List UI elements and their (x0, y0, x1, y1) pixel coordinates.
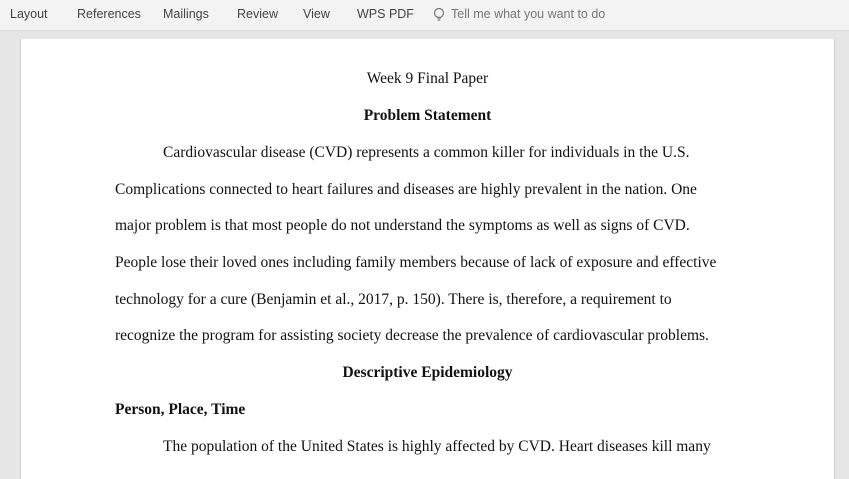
tab-layout[interactable]: Layout (10, 7, 48, 21)
document-title: Week 9 Final Paper (366, 70, 489, 87)
ribbon-tab-bar (0, 0, 849, 31)
tab-review[interactable]: Review (237, 7, 278, 21)
paragraph-line: The population of the United States is highly affected by CVD. Heart diseases kill many (163, 438, 711, 455)
tab-wps-pdf[interactable]: WPS PDF (357, 7, 414, 21)
tab-view[interactable]: View (303, 7, 330, 21)
paragraph-line: recognize the program for assisting society decrease the prevalence of cardiovascular problems. (115, 327, 709, 344)
subheading-person-place-time: Person, Place, Time (115, 401, 246, 418)
paragraph-line: major problem is that most people do not understand the symptoms as well as signs of CVD. (115, 217, 690, 234)
tell-me-placeholder: Tell me what you want to do (451, 7, 606, 21)
lightbulb-icon (432, 7, 446, 23)
paragraph-line: People lose their loved ones including family members because of lack of exposure and effective (115, 254, 717, 271)
heading-problem-statement: Problem Statement (363, 107, 492, 124)
tab-mailings[interactable]: Mailings (163, 7, 209, 21)
heading-descriptive-epidemiology: Descriptive Epidemiology (342, 364, 513, 381)
document-canvas (0, 31, 849, 466)
document-page[interactable] (20, 39, 835, 479)
paragraph-line: Cardiovascular disease (CVD) represents a common killer for individuals in the U.S. (163, 144, 690, 161)
paragraph-line: Complications connected to heart failures and diseases are highly prevalent in the nation. One (115, 181, 697, 198)
tab-references[interactable]: References (77, 7, 141, 21)
paragraph-line: technology for a cure (Benjamin et al., 2017, p. 150). There is, therefore, a requirement to (115, 291, 672, 308)
